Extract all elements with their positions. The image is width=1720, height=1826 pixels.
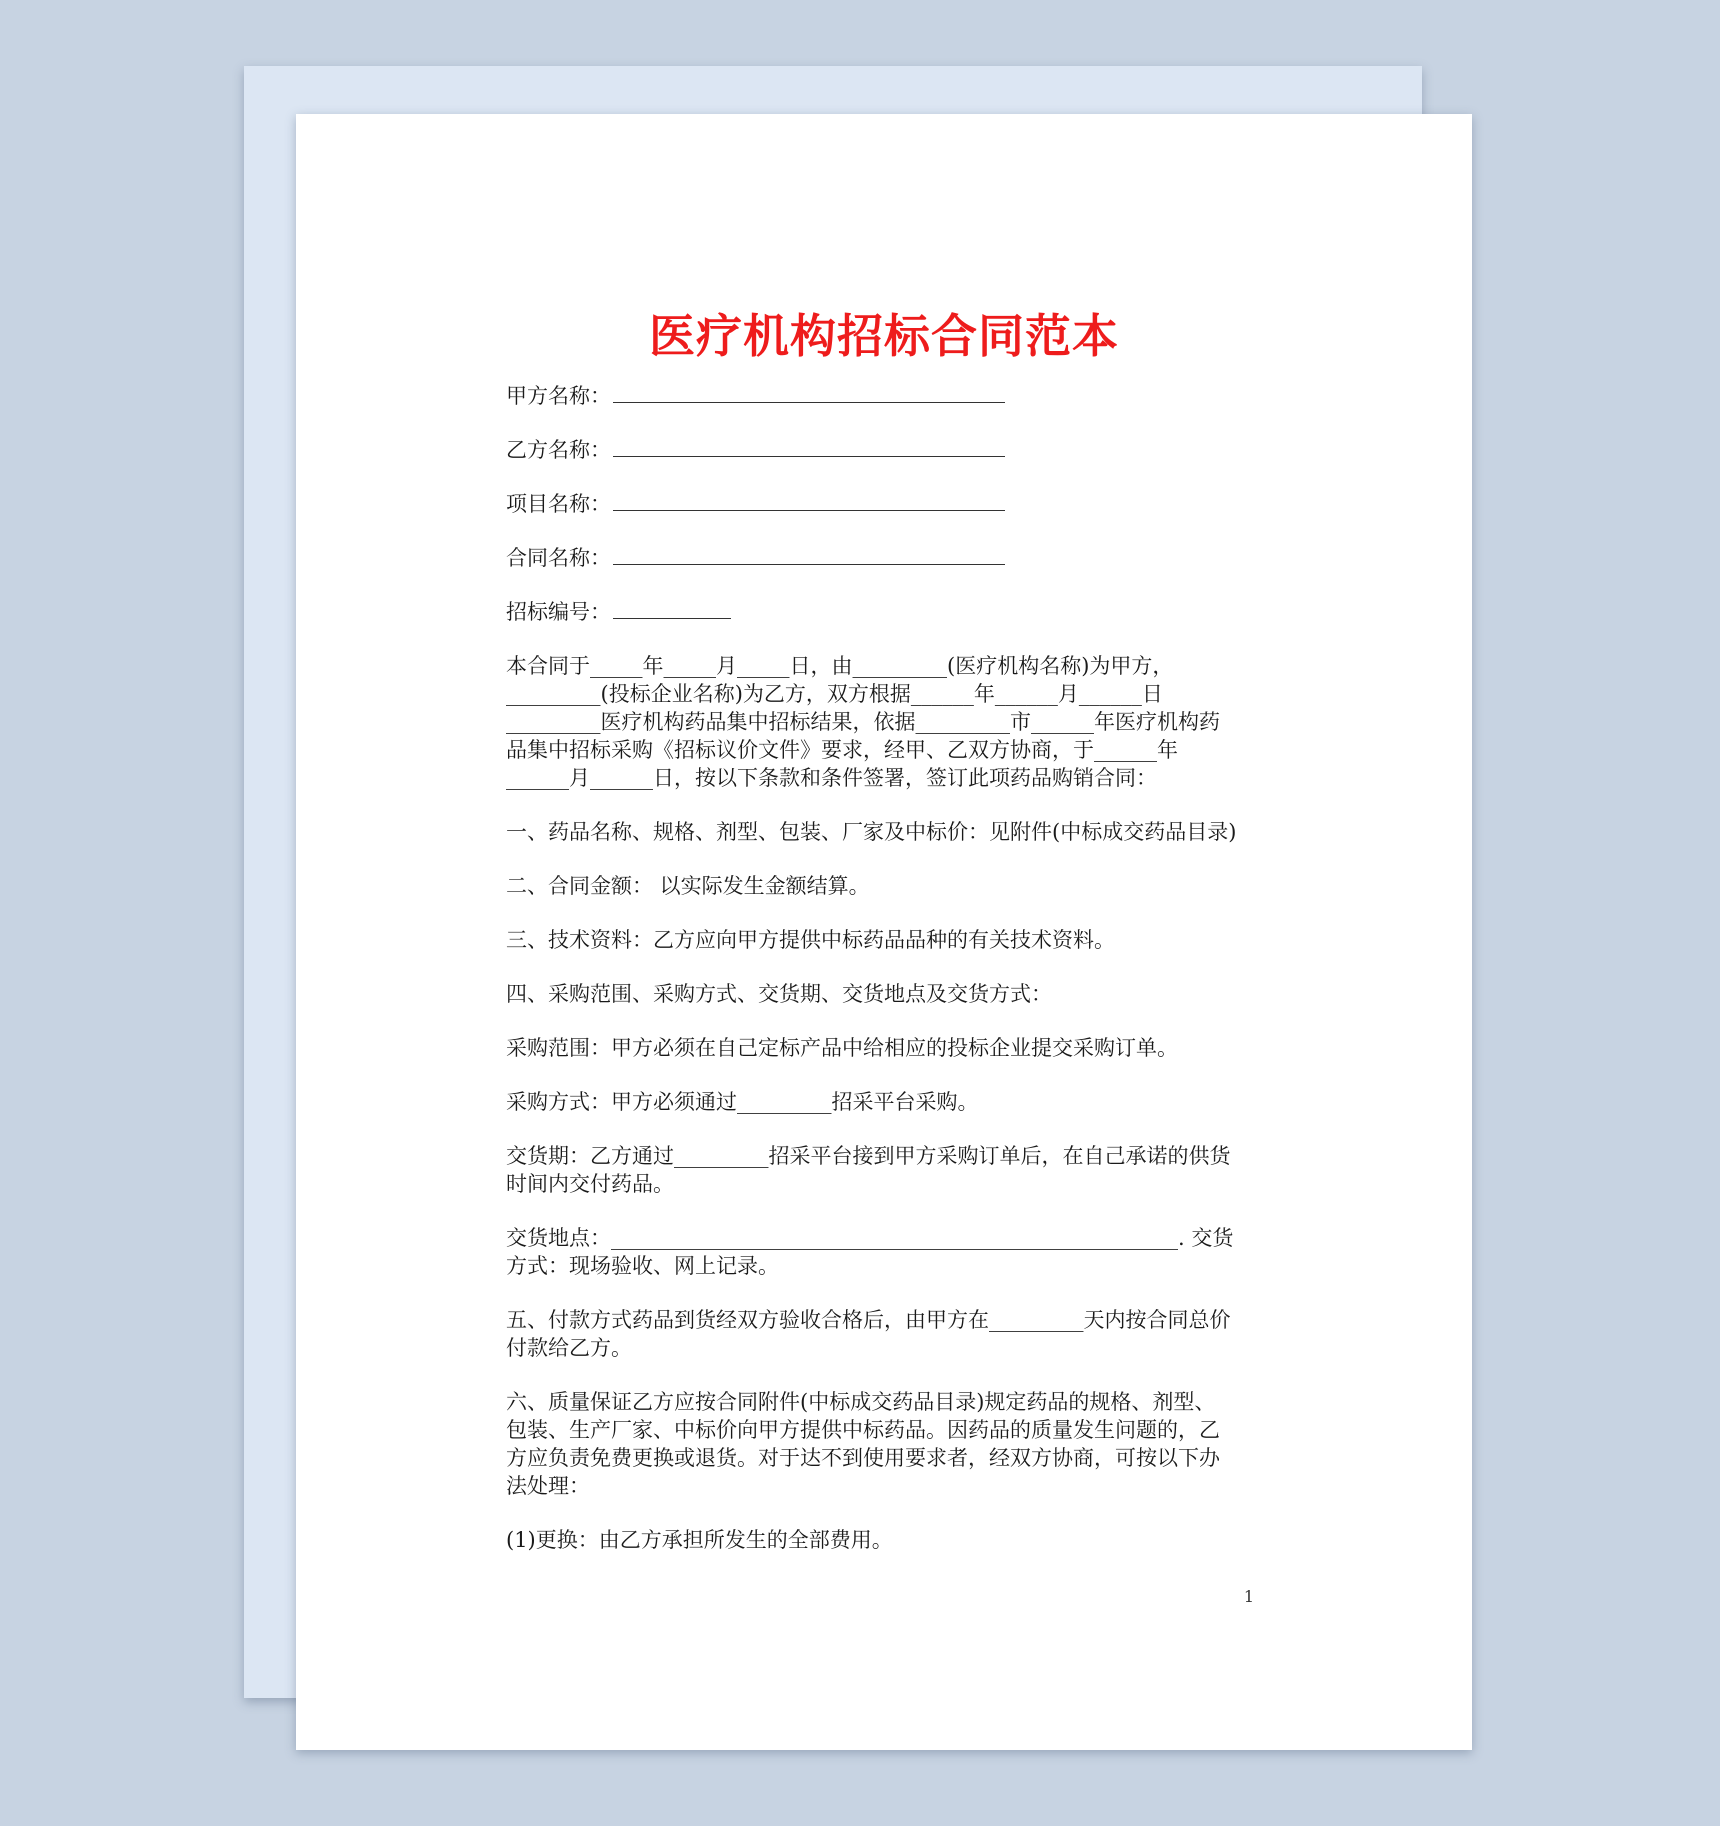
clause-1 [506,818,1266,846]
procurement-scope [506,1034,1266,1062]
text-line: ______月______日，按以下条款和条件签署，签订此项药品购销合同： [506,766,1157,790]
document-page [296,114,1472,1750]
text-line: 包装、生产厂家、中标价向甲方提供中标药品。因药品的质量发生问题的，乙 [506,1418,1220,1442]
text-line: 一、药品名称、规格、剂型、包装、厂家及中标价：见附件(中标成交药品目录) [506,820,1237,844]
delivery-period [506,1142,1266,1198]
text-line: 六、质量保证乙方应按合同附件(中标成交药品目录)规定药品的规格、剂型、 [506,1390,1216,1414]
field-label: 乙方名称： [506,438,611,462]
text-line: 二、合同金额： 以实际发生金额结算。 [506,874,870,898]
clause-6 [506,1388,1266,1500]
party-a-field [506,382,1266,410]
blank-line [613,382,1005,403]
field-label: 招标编号： [506,600,611,624]
blank-line [613,436,1005,457]
text-line: 时间内交付药品。 [506,1172,674,1196]
text-line: (1)更换：由乙方承担所发生的全部费用。 [506,1528,893,1552]
clause-6-item-1 [506,1526,1266,1554]
clause-3 [506,926,1266,954]
blank-line [613,490,1005,511]
party-b-field [506,436,1266,464]
text-line: _________(投标企业名称)为乙方，双方根据______年______月______日 [506,682,1163,706]
blank-line [613,544,1005,565]
clause-5 [506,1306,1266,1362]
text-line: 采购方式：甲方必须通过_________招采平台采购。 [506,1090,979,1114]
document-title: 医疗机构招标合同范本 [649,309,1119,363]
clause-2 [506,872,1266,900]
text-line: 五、付款方式药品到货经双方验收合格后，由甲方在_________天内按合同总价 [506,1308,1231,1332]
text-line: 付款给乙方。 [506,1336,632,1360]
text-line: 方应负责免费更换或退货。对于达不到使用要求者，经双方协商，可按以下办 [506,1446,1220,1470]
text-line: 法处理： [506,1474,590,1498]
procurement-method [506,1088,1266,1116]
project-name-field [506,490,1266,518]
text-line: 三、技术资料：乙方应向甲方提供中标药品品种的有关技术资料。 [506,928,1115,952]
text-line: 采购范围：甲方必须在自己定标产品中给相应的投标企业提交采购订单。 [506,1036,1178,1060]
document-body [506,382,1266,1580]
tender-number-field [506,598,1266,626]
intro-paragraph [506,652,1266,792]
page-number: 1 [1243,1587,1254,1606]
text-line: 品集中招标采购《招标议价文件》要求，经甲、乙双方协商，于______年 [506,738,1178,762]
text-line: 四、采购范围、采购方式、交货期、交货地点及交货方式： [506,982,1052,1006]
text-line: 交货期：乙方通过_________招采平台接到甲方采购订单后，在自己承诺的供货 [506,1144,1231,1168]
clause-4 [506,980,1266,1008]
blank-line [613,598,731,619]
text-line: _________医疗机构药品集中招标结果，依据_________市______年医疗机构药 [506,710,1220,734]
delivery-location [506,1224,1266,1280]
text-line: 方式：现场验收、网上记录。 [506,1254,779,1278]
contract-name-field [506,544,1266,572]
field-label: 合同名称： [506,546,611,570]
field-label: 甲方名称： [506,384,611,408]
field-label: 项目名称： [506,492,611,516]
text-line: 交货地点：______________________________________________________. 交货 [506,1226,1234,1250]
text-line: 本合同于_____年_____月_____日，由_________(医疗机构名称)为甲方， [506,654,1174,678]
